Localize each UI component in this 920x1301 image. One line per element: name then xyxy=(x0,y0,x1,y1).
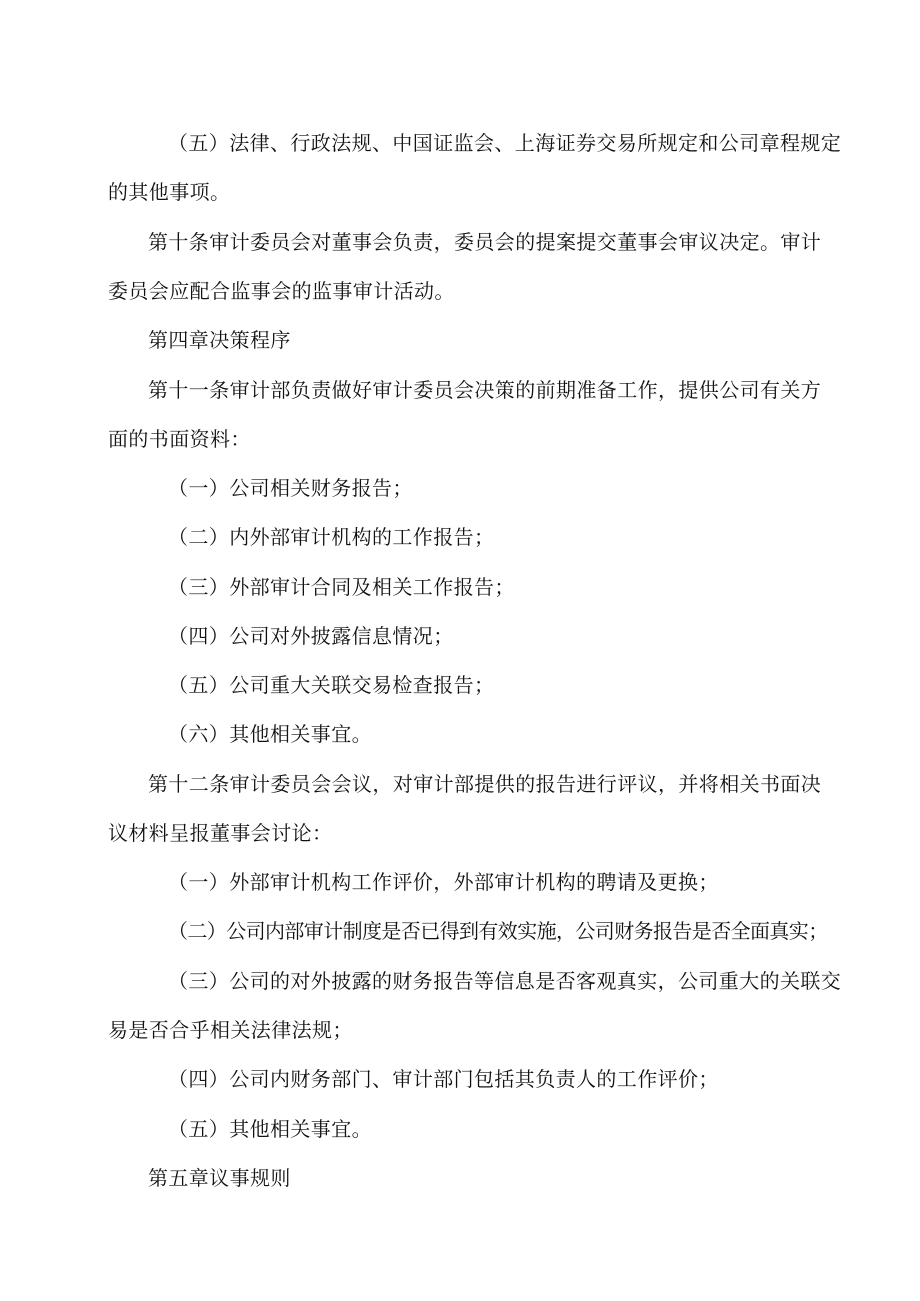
article-12-item-5: （五）其他相关事宜。 xyxy=(168,1117,372,1141)
article-12-item-4: （四）公司内财务部门、审计部门包括其负责人的工作评价； xyxy=(168,1067,719,1091)
clause-5-continuation: 的其他事项。 xyxy=(108,180,231,204)
article-12-item-1: （一）外部审计机构工作评价，外部审计机构的聘请及更换； xyxy=(168,870,719,894)
article-11: 第十一条审计部负责做好审计委员会决策的前期准备工作，提供公司有关方 xyxy=(148,378,822,402)
article-11-item-3: （三）外部审计合同及相关工作报告； xyxy=(168,575,515,599)
article-10: 第十条审计委员会对董事会负责，委员会的提案提交董事会审议决定。审计 xyxy=(148,230,822,254)
article-11-item-6: （六）其他相关事宜。 xyxy=(168,722,372,746)
article-11-item-5: （五）公司重大关联交易检查报告； xyxy=(168,673,495,697)
clause-5-legal-matters: （五）法律、行政法规、中国证监会、上海证券交易所规定和公司章程规定 xyxy=(168,131,842,155)
article-11-item-1: （一）公司相关财务报告； xyxy=(168,476,413,500)
article-11-item-2: （二）内外部审计机构的工作报告； xyxy=(168,525,495,549)
article-12: 第十二条审计委员会会议，对审计部提供的报告进行评议，并将相关书面决 xyxy=(148,772,822,796)
article-11-item-4: （四）公司对外披露信息情况； xyxy=(168,624,454,648)
article-10-continuation: 委员会应配合监事会的监事审计活动。 xyxy=(108,279,455,303)
article-11-continuation: 面的书面资料： xyxy=(108,427,251,451)
article-12-item-2: （二）公司内部审计制度是否已得到有效实施，公司财务报告是否全面真实； xyxy=(168,919,828,943)
article-12-item-3: （三）公司的对外披露的财务报告等信息是否客观真实，公司重大的关联交 xyxy=(168,969,842,993)
chapter-5-heading: 第五章议事规则 xyxy=(148,1166,291,1190)
article-12-item-3-continuation: 易是否合乎相关法律法规； xyxy=(108,1018,353,1042)
chapter-4-heading: 第四章决策程序 xyxy=(148,328,291,352)
article-12-continuation: 议材料呈报董事会讨论： xyxy=(108,821,333,845)
